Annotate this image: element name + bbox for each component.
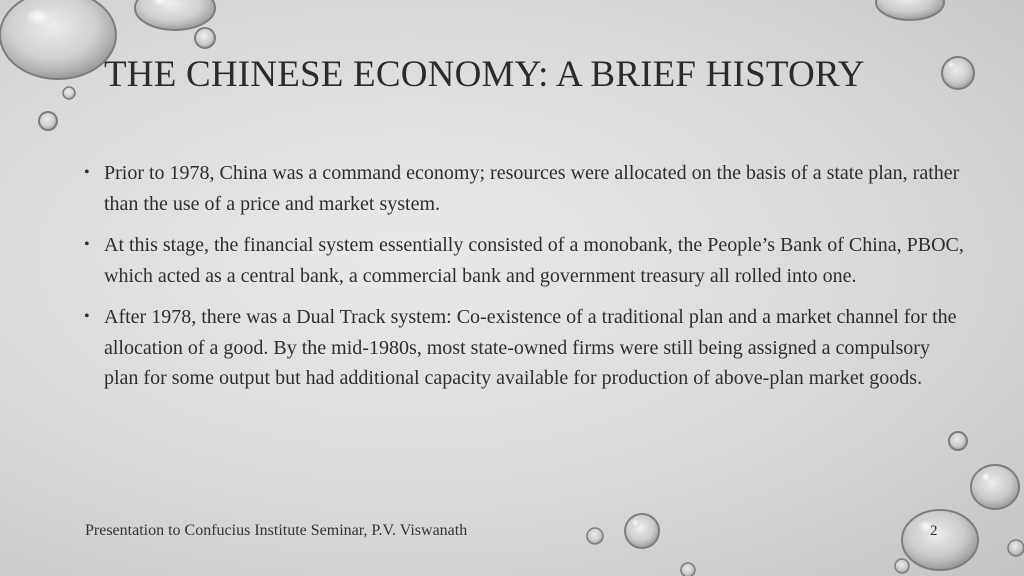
bullet-text: At this stage, the financial system essentially consisted of a monobank, the People’s Bank of China, PBOC, which acted as a central bank, a commercial bank and government treasury all rolled into one. xyxy=(104,234,964,287)
droplet xyxy=(902,510,978,570)
droplet xyxy=(1008,540,1024,556)
bullet-icon: • xyxy=(84,164,90,181)
droplet xyxy=(942,57,974,89)
bullet-icon: • xyxy=(84,236,90,253)
droplet xyxy=(625,514,659,548)
slide-title: THE CHINESE ECONOMY: A BRIEF HISTORY xyxy=(104,54,865,95)
droplet xyxy=(0,0,116,79)
slide-footer: Presentation to Confucius Institute Seminar, P.V. Viswanath xyxy=(85,522,468,539)
page-number: 2 xyxy=(930,523,938,539)
bullet-text: After 1978, there was a Dual Track system: Co-existence of a traditional plan and a market channel for the allocation of a good. By the mid-1980s, most state-owned firms were still being assigned a compulsory plan for some output but had additional capacity available for production of above-plan market goods. xyxy=(104,306,957,389)
bullet-item xyxy=(84,158,964,219)
bullet-text: Prior to 1978, China was a command economy; resources were allocated on the basis of a state plan, rather than the use of a price and market system. xyxy=(104,162,960,215)
bullet-list xyxy=(84,158,964,405)
droplet xyxy=(63,87,75,99)
droplet xyxy=(876,0,944,20)
droplet xyxy=(39,112,57,130)
droplet xyxy=(949,432,967,450)
droplet xyxy=(587,528,603,544)
bullet-icon: • xyxy=(84,308,90,325)
bullet-item xyxy=(84,230,964,291)
droplet xyxy=(681,563,695,576)
droplet xyxy=(195,28,215,48)
bullet-item xyxy=(84,302,964,394)
droplet xyxy=(135,0,215,30)
droplet xyxy=(971,465,1019,509)
droplet xyxy=(895,559,909,573)
